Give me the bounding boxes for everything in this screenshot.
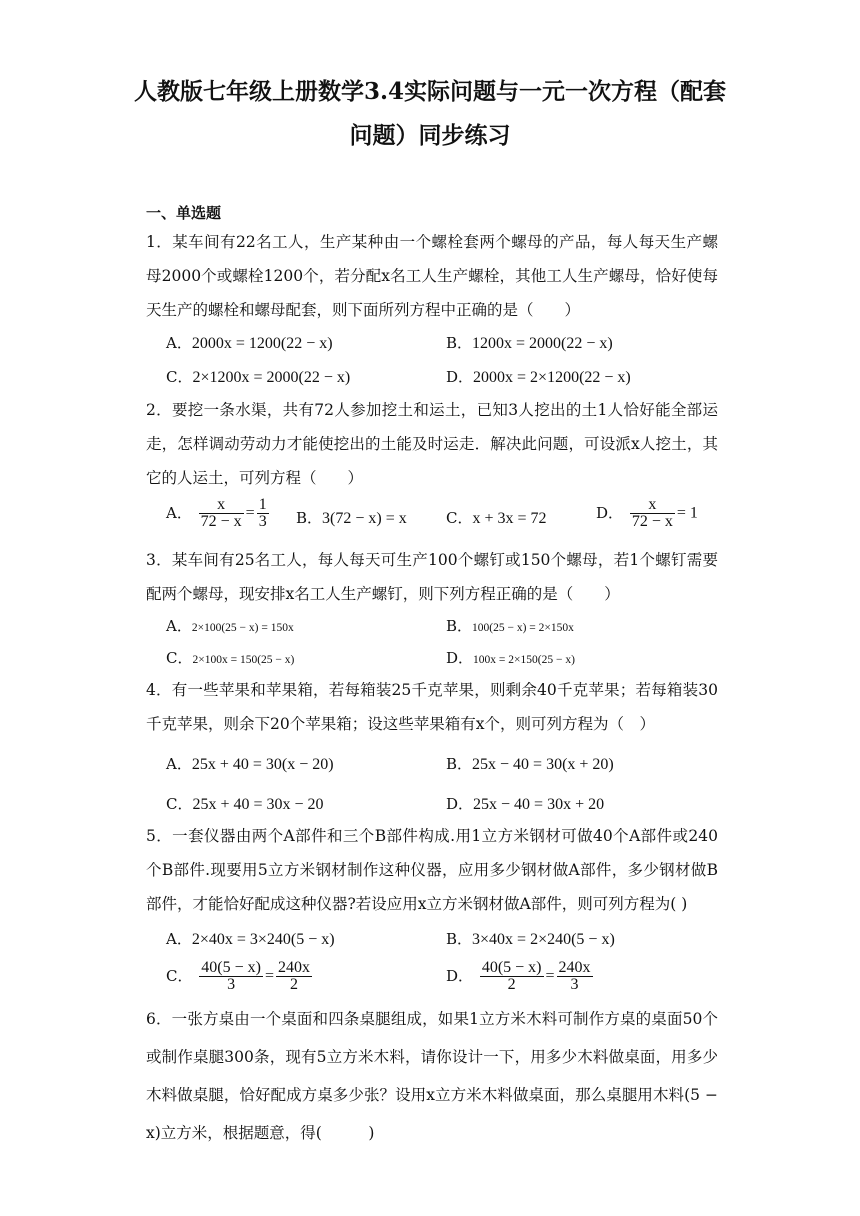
option-label: A． [166,503,192,522]
question-6-stem: 6．一张方桌由一个桌面和四条桌腿组成，如果1立方米木料可制作方桌的桌面50个或制作桌腿300条，现有5立方米木料，请你设计一下，用多少木料做桌面，用多少木料做桌腿，恰好配成方桌多少张？设用x立方米木料做桌面，那么桌腿用木料(5 − x)立方米，根据题意，得( ) [146,1010,718,1142]
option-label: A． [166,930,192,948]
option-label: A． [166,334,192,352]
option-label: A． [166,755,192,773]
option-label: A． [166,617,192,635]
fraction-lhs: $\frac{x}{72 - x}$ [200,496,242,530]
question-5-option-d: D． $\frac{40(5 - x)}{2}$ = $\frac{240x}{3}$ [446,959,591,993]
option-expression: 2×100x = 150(25 − x) [192,654,295,666]
option-expression: 2000x = 1200(22 − x) [191,335,333,352]
fraction-lhs: $\frac{40(5 - x)}{2}$ [481,959,542,993]
question-1-option-d [446,366,631,387]
option-expression: 25x − 40 = 30x + 20 [473,796,605,813]
question-4-option-c [166,793,324,814]
option-label: D． [446,795,474,813]
question-5-option-a [166,928,335,949]
fraction-lhs: $\frac{40(5 - x)}{3}$ [201,959,261,993]
question-4-option-b [446,753,614,774]
question-3-stem: 3．某车间有25名工人，每人每天可生产100个螺钉或150个螺母，若1个螺钉需要配两个螺母，现安排x名工人生产螺钉，则下列方程正确的是（ ） [146,551,718,603]
option-label: B． [446,930,473,948]
question-1-option-c [166,366,350,387]
fraction-lhs: $\frac{x}{72 - x}$ [631,496,673,530]
option-expression: 2×40x = 3×240(5 − x) [191,931,335,948]
option-expression: 3×40x = 2×240(5 − x) [472,931,615,948]
fraction-rhs: $\frac{240x}{3}$ [558,959,591,993]
option-expression: 25x − 40 = 30(x + 20) [472,756,614,773]
option-label: B． [446,617,473,635]
question-2-option-d: D． $\frac{x}{72 - x}$ = 1 [596,496,698,530]
option-expression: 2×1200x = 2000(22 − x) [192,369,351,386]
question-5-option-c: C． $\frac{40(5 - x)}{3}$ = $\frac{240x}{2}$ [166,959,310,993]
document-title-line-1: 人教版七年级上册数学3.4实际问题与一元一次方程（配套 [133,78,726,105]
option-expression: 25x + 40 = 30(x − 20) [191,756,334,773]
option-label: C． [166,966,193,985]
option-label: C． [166,795,193,813]
option-expression: 3(72 − x) = x [322,510,407,527]
option-label: B． [296,509,323,527]
option-expression: 2000x = 2×1200(22 − x) [473,369,631,386]
question-4-option-a [166,753,334,774]
question-3-option-d [446,647,575,668]
option-expression: 1200x = 2000(22 − x) [472,335,613,352]
question-3-option-a [166,615,294,636]
question-1-option-a [166,332,333,353]
question-2-option-b [296,507,407,528]
document-title-line-2: 问题）同步练习 [349,122,511,149]
option-label: D． [596,503,624,522]
fraction-rhs: $\frac{240x}{2}$ [277,959,310,993]
question-2-option-c [446,507,547,528]
option-expression: 25x + 40 = 30x − 20 [192,796,324,813]
question-2-option-a: A． $\frac{x}{72 - x}$ = $\frac{1}{3}$ [166,496,267,530]
section-heading: 一、单选题 [146,204,222,222]
option-expression: 100(25 − x) = 2×150x [472,622,574,634]
option-label: C． [166,649,193,667]
question-5-stem: 5．一套仪器由两个A部件和三个B部件构成.用1立方米钢材可做40个A部件或240个B部件.现要用5立方米钢材制作这种仪器，应用多少钢材做A部件，多少钢材做B部件，才能恰好配成这种仪器?若设应用x立方米钢材做A部件，则可列方程为( ) [146,827,718,913]
option-label: C． [446,509,473,527]
option-label: D． [446,966,474,985]
question-3-option-b [446,615,574,636]
option-label: C． [166,368,193,386]
option-label: D． [446,649,474,667]
question-3-option-c [166,647,294,668]
option-expression: x + 3x = 72 [472,510,547,527]
question-4-option-d [446,793,604,814]
question-1-option-b [446,332,613,353]
option-label: D． [446,368,474,386]
fraction-rhs: $\frac{1}{3}$ [258,496,267,530]
option-expression: 100x = 2×150(25 − x) [473,654,575,666]
question-2-stem: 2．要挖一条水渠，共有72人参加挖土和运土，已知3人挖出的土1人恰好能全部运走，怎样调动劳动力才能使挖出的土能及时运走．解决此问题，可设派x人挖土，其它的人运土，可列方程（ ） [146,401,718,487]
option-label: B． [446,755,473,773]
question-4-stem: 4．有一些苹果和苹果箱，若每箱装25千克苹果，则剩余40千克苹果；若每箱装30千克苹果，则余下20个苹果箱；设这些苹果箱有x个，则可列方程为（ ） [146,681,718,733]
question-5-option-b [446,928,615,949]
option-label: B． [446,334,473,352]
option-expression: 2×100(25 − x) = 150x [191,622,294,634]
question-1-stem: 1．某车间有22名工人，生产某种由一个螺栓套两个螺母的产品，每人每天生产螺母2000个或螺栓1200个，若分配x名工人生产螺栓，其他工人生产螺母，恰好使每天生产的螺栓和螺母配套，则下面所列方程中正确的是（ ） [146,233,718,319]
